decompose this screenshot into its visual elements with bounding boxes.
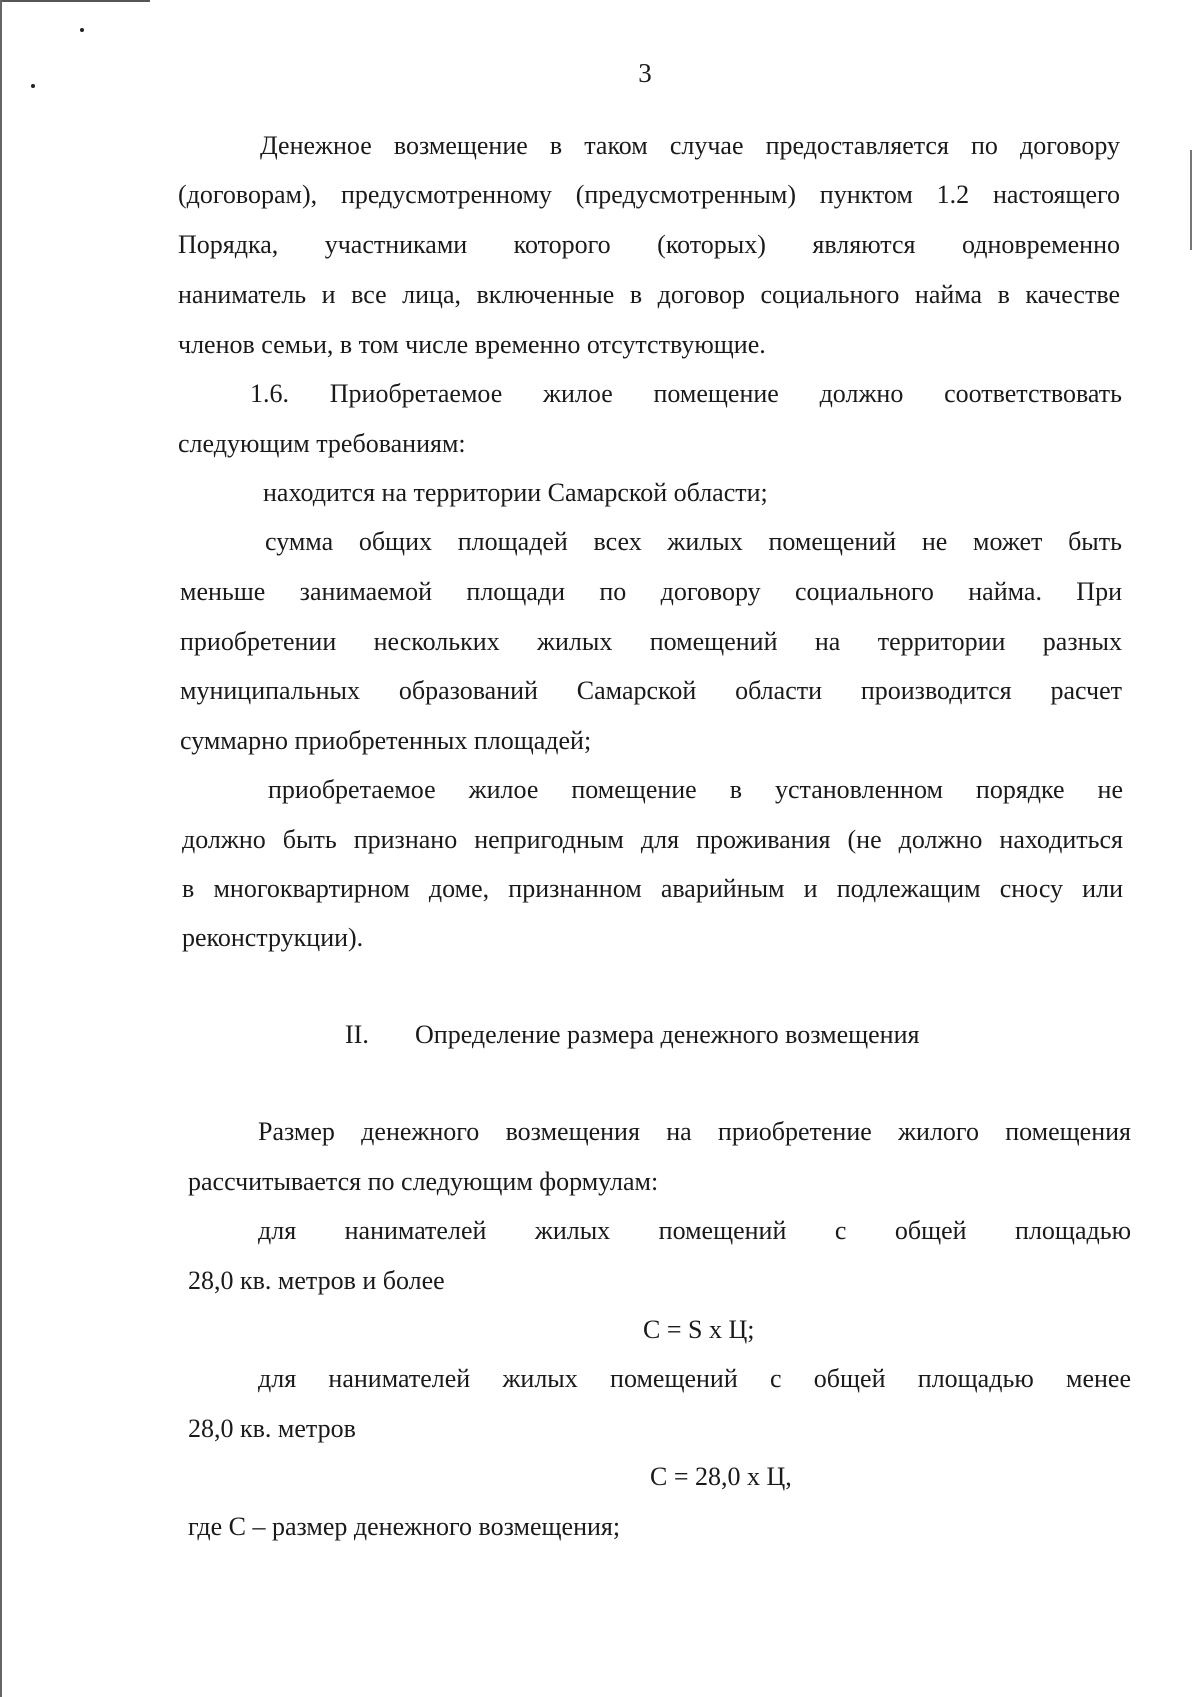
section-heading (345, 1019, 919, 1051)
text-line: 28,0 кв. метров (188, 1414, 356, 1443)
text-line: приобретаемое жилое помещение в установленном порядке не (268, 775, 1123, 804)
text-line: для нанимателей жилых помещений с общей площадью менее (258, 1364, 1131, 1393)
text-line: для нанимателей жилых помещений с общей площадью (258, 1216, 1131, 1245)
text-line: (договорам), предусмотренному (предусмотренным) пунктом 1.2 настоящего (178, 180, 1120, 209)
text-line: суммарно приобретенных площадей; (180, 726, 592, 755)
scan-speck (80, 28, 84, 32)
scan-edge-left (0, 0, 2, 1697)
section-title: Определение размера денежного возмещения (415, 1020, 920, 1049)
text-line: должно быть признано непригодным для проживания (не должно находиться (182, 825, 1123, 854)
text-line: в многоквартирном доме, признанном аварийным и подлежащим сносу или (182, 874, 1123, 903)
text-line: членов семьи, в том числе временно отсутствующие. (178, 330, 766, 359)
text-line: Порядка, участниками которого (которых) являются одновременно (178, 230, 1120, 259)
scan-edge-top (0, 0, 150, 2)
text-line: реконструкции). (182, 923, 364, 952)
formula: С = S x Ц; (643, 1315, 755, 1344)
text-line: сумма общих площадей всех жилых помещений не может быть (265, 527, 1122, 556)
text-line: 1.6. Приобретаемое жилое помещение должно соответствовать (250, 379, 1122, 408)
formula: С = 28,0 x Ц, (650, 1462, 792, 1491)
text-line: следующим требованиям: (178, 429, 466, 458)
text-line: рассчитывается по следующим формулам: (188, 1167, 659, 1196)
text-line: наниматель и все лица, включенные в договор социального найма в качестве (178, 280, 1120, 309)
text-line: 28,0 кв. метров и более (188, 1266, 445, 1295)
section-number: II. (345, 1020, 369, 1049)
page-number: 3 (638, 58, 652, 88)
text-line: приобретении нескольких жилых помещений на территории разных (180, 627, 1122, 656)
text-line: муниципальных образований Самарской области производится расчет (180, 676, 1122, 705)
text-line: Размер денежного возмещения на приобретение жилого помещения (258, 1117, 1131, 1146)
scan-edge-right (1190, 150, 1192, 250)
text-line: находится на территории Самарской области; (263, 478, 768, 507)
text-line: меньше занимаемой площади по договору социального найма. При (180, 577, 1122, 606)
text-line: где С – размер денежного возмещения; (188, 1512, 621, 1541)
text-line: Денежное возмещение в таком случае предоставляется по договору (260, 131, 1120, 160)
